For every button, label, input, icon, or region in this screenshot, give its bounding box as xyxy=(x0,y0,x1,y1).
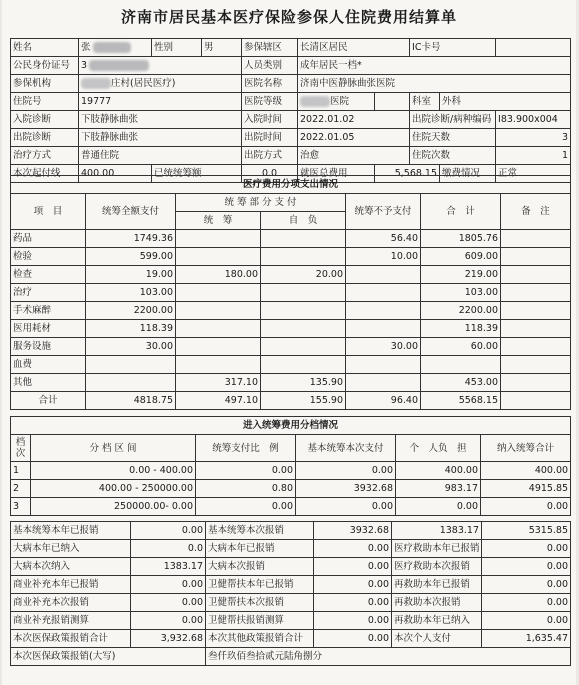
expense-item-name: 检验 xyxy=(11,248,86,266)
expense-full: 2200.00 xyxy=(86,302,176,320)
expense-pool xyxy=(176,356,261,374)
adm-time-value: 2022.01.02 xyxy=(298,111,410,129)
expense-item-name: 治疗 xyxy=(11,284,86,302)
expense-total: 2200.00 xyxy=(421,302,501,320)
pool-ratio: 0.80 xyxy=(196,480,296,498)
pooling-row xyxy=(11,498,571,516)
h-basic: 基本统筹本次支付 xyxy=(296,435,396,462)
expense-self xyxy=(261,248,346,266)
pooling-section-title: 进入统筹费用分档情况 xyxy=(11,417,571,435)
summary-label: 本次医保政策报销合计 xyxy=(11,630,131,648)
outmode-value: 治愈 xyxy=(298,147,410,165)
expense-total: 1805.76 xyxy=(421,230,501,248)
h-nopool: 统筹不予支付 xyxy=(346,194,421,230)
expense-note xyxy=(501,374,571,392)
expense-total: 103.00 xyxy=(421,284,501,302)
level-label: 医院等级 xyxy=(242,93,298,111)
expense-item-name: 血费 xyxy=(11,356,86,374)
summary-label: 基本统筹本年已报销 xyxy=(11,522,131,540)
summary-label: 商业补充本次报销 xyxy=(11,594,131,612)
dis-diag-label: 出院诊断 xyxy=(11,129,79,147)
pooling-table xyxy=(10,416,571,516)
name-label: 姓名 xyxy=(11,39,79,57)
category-label: 人员类别 xyxy=(242,57,298,75)
expense-note xyxy=(501,356,571,374)
expense-pool xyxy=(176,248,261,266)
summary-row xyxy=(11,522,571,540)
summary-label: 卫健帮扶报销测算 xyxy=(206,612,314,630)
expense-item-name: 医用耗材 xyxy=(11,320,86,338)
summary-row xyxy=(11,630,571,648)
summary-table xyxy=(10,521,571,666)
expense-self: 20.00 xyxy=(261,266,346,284)
summary-value: 0.00 xyxy=(314,576,392,594)
adm-time-label: 入院时间 xyxy=(242,111,298,129)
dis-code-value: I83.900x004 xyxy=(496,111,571,129)
org-label: 参保机构 xyxy=(11,75,79,93)
dis-code-label: 出院诊断/病种编码 xyxy=(410,111,496,129)
summary-value: 0.00 xyxy=(131,576,206,594)
summary-value: 0.00 xyxy=(482,612,571,630)
expense-item-name: 检查 xyxy=(11,266,86,284)
expense-nopool xyxy=(346,320,421,338)
district-label: 参保辖区 xyxy=(242,39,298,57)
expense-row xyxy=(11,356,571,374)
h-range: 分 档 区 间 xyxy=(31,435,196,462)
expense-total: 453.00 xyxy=(421,374,501,392)
redaction-blur xyxy=(81,78,111,89)
expense-section-title: 医疗费用分项支出情况 xyxy=(11,176,571,194)
expense-nopool: 10.00 xyxy=(346,248,421,266)
summary-label: 再救助本年已报销 xyxy=(392,576,482,594)
expense-full: 30.00 xyxy=(86,338,176,356)
expense-pool xyxy=(176,284,261,302)
pool-tier: 3 xyxy=(11,498,31,516)
expense-total: 118.39 xyxy=(421,320,501,338)
h-pool: 统 筹 xyxy=(176,212,261,230)
ic-label: IC卡号 xyxy=(410,39,496,57)
summary-row xyxy=(11,576,571,594)
total-value: 5,568.15 xyxy=(375,165,440,183)
pool-enter: 0.00 xyxy=(481,498,571,516)
expense-full: 1749.36 xyxy=(86,230,176,248)
expense-row xyxy=(11,266,571,284)
expense-item-name: 其他 xyxy=(11,374,86,392)
gender-label: 性别 xyxy=(152,39,202,57)
pay-value: 正常 xyxy=(496,165,571,183)
pay-label: 缴费情况 xyxy=(440,165,496,183)
hospital-value: 济南中医静脉曲张医院 xyxy=(298,75,571,93)
expense-pool xyxy=(176,302,261,320)
expense-nopool xyxy=(346,356,421,374)
adm-diag-value: 下肢静脉曲张 xyxy=(79,111,242,129)
org-value: 庄村(居民医疗) xyxy=(79,75,242,93)
admno-label: 住院号 xyxy=(11,93,79,111)
summary-value: 0.00 xyxy=(131,594,206,612)
h-item: 项 目 xyxy=(11,194,86,230)
expense-row xyxy=(11,320,571,338)
expense-item-name: 手术麻醉 xyxy=(11,302,86,320)
pool-ratio: 0.00 xyxy=(196,462,296,480)
summary-row xyxy=(11,594,571,612)
pool-basic: 0.00 xyxy=(296,462,396,480)
adm-diag-label: 入院诊断 xyxy=(11,111,79,129)
expense-note xyxy=(501,302,571,320)
outmode-label: 出院方式 xyxy=(242,147,298,165)
pool-personal: 983.17 xyxy=(396,480,481,498)
days-value: 3 xyxy=(496,129,571,147)
uppercase-label: 本次医保政策报销(大写) xyxy=(11,648,206,666)
summary-label: 大病本年已纳入 xyxy=(11,540,131,558)
expense-pool xyxy=(176,230,261,248)
pool-range: 0.00 - 400.00 xyxy=(31,462,196,480)
expense-row xyxy=(11,284,571,302)
summary-label: 本次个人支付 xyxy=(392,630,482,648)
deduct-label: 本次起付线 xyxy=(11,165,79,183)
dis-time-value: 2022.01.05 xyxy=(298,129,410,147)
expense-self: 155.90 xyxy=(261,392,346,410)
expense-self xyxy=(261,302,346,320)
redaction-blur xyxy=(89,60,149,71)
expense-nopool: 56.40 xyxy=(346,230,421,248)
settlement-sheet xyxy=(2,0,576,685)
h-partial: 统 筹 部 分 支 付 xyxy=(176,194,346,212)
expense-full: 103.00 xyxy=(86,284,176,302)
summary-row xyxy=(11,558,571,576)
expense-full: 599.00 xyxy=(86,248,176,266)
expense-full xyxy=(86,356,176,374)
pool-range: 250000.00- 0.00 xyxy=(31,498,196,516)
expense-table xyxy=(10,175,571,410)
expense-row xyxy=(11,302,571,320)
expense-full: 118.39 xyxy=(86,320,176,338)
expense-pool xyxy=(176,338,261,356)
pooling-row xyxy=(11,462,571,480)
expense-total: 219.00 xyxy=(421,266,501,284)
expense-nopool: 96.40 xyxy=(346,392,421,410)
days-label: 住院天数 xyxy=(410,129,496,147)
summary-label: 基本统筹本次报销 xyxy=(206,522,314,540)
summary-value: 3932.68 xyxy=(314,522,392,540)
expense-total: 5568.15 xyxy=(421,392,501,410)
level-spacer xyxy=(375,93,410,111)
expense-note xyxy=(501,284,571,302)
expense-self xyxy=(261,356,346,374)
expense-self xyxy=(261,284,346,302)
pool-basic: 3932.68 xyxy=(296,480,396,498)
summary-label: 大病本次报销 xyxy=(206,558,314,576)
summary-value: 0.00 xyxy=(482,594,571,612)
summary-label: 本次其他政策报销合计 xyxy=(206,630,314,648)
expense-item-name: 药品 xyxy=(11,230,86,248)
dept-label: 科室 xyxy=(410,93,440,111)
summary-value: 0.00 xyxy=(314,594,392,612)
summary-label: 大病本次纳入 xyxy=(11,558,131,576)
expense-pool: 497.10 xyxy=(176,392,261,410)
dept-value: 外科 xyxy=(440,93,571,111)
expense-row xyxy=(11,230,571,248)
summary-value: 1383.17 xyxy=(131,558,206,576)
redaction-blur xyxy=(300,96,330,107)
expense-row xyxy=(11,374,571,392)
pool-tier: 2 xyxy=(11,480,31,498)
h-self: 自 负 xyxy=(261,212,346,230)
summary-value: 0.0 xyxy=(131,540,206,558)
expense-nopool xyxy=(346,302,421,320)
expense-row xyxy=(11,338,571,356)
category-value: 成年居民一档* xyxy=(298,57,571,75)
summary-label: 医疗救助本次报销 xyxy=(392,558,482,576)
expense-nopool: 30.00 xyxy=(346,338,421,356)
pool-enter: 400.00 xyxy=(481,462,571,480)
pool-basic: 0.00 xyxy=(296,498,396,516)
summary-label: 医疗救助本年已报销 xyxy=(392,540,482,558)
summary-value: 5315.85 xyxy=(482,522,571,540)
expense-total xyxy=(421,356,501,374)
level-value: 医院 xyxy=(298,93,375,111)
pool-personal: 400.00 xyxy=(396,462,481,480)
summary-label: 大病本年已报销 xyxy=(206,540,314,558)
summary-value: 0.00 xyxy=(131,522,206,540)
summary-label: 再救助本次报销 xyxy=(392,594,482,612)
summary-label: 卫健帮扶本次报销 xyxy=(206,594,314,612)
summary-row xyxy=(11,612,571,630)
summary-label: 卫健帮扶本年已报销 xyxy=(206,576,314,594)
pooling-row xyxy=(11,480,571,498)
hospital-label: 医院名称 xyxy=(242,75,298,93)
expense-pool xyxy=(176,320,261,338)
h-note: 备 注 xyxy=(501,194,571,230)
summary-value: 1383.17 xyxy=(392,522,482,540)
expense-row xyxy=(11,392,571,410)
summary-value: 0.00 xyxy=(482,558,571,576)
summary-label: 商业补充报销测算 xyxy=(11,612,131,630)
summary-value: 0.00 xyxy=(314,612,392,630)
pool-enter: 4915.85 xyxy=(481,480,571,498)
expense-total: 609.00 xyxy=(421,248,501,266)
summary-value: 3,932.68 xyxy=(131,630,206,648)
pooled-value: 0.0 xyxy=(242,165,298,183)
expense-full: 19.00 xyxy=(86,266,176,284)
h-ratio: 统筹支付比 例 xyxy=(196,435,296,462)
document-title: 济南市居民基本医疗保险参保人住院费用结算单 xyxy=(120,8,457,26)
uppercase-value: 叁仟玖佰叁拾贰元陆角捌分 xyxy=(206,648,571,666)
expense-self xyxy=(261,230,346,248)
expense-full: 4818.75 xyxy=(86,392,176,410)
redaction-blur xyxy=(93,42,131,53)
deduct-value: 400.00 xyxy=(79,165,152,183)
gender-value: 男 xyxy=(202,39,242,57)
ic-value xyxy=(496,39,571,57)
id-value: 3 xyxy=(79,57,242,75)
expense-nopool xyxy=(346,284,421,302)
summary-value: 0.00 xyxy=(314,630,392,648)
pooled-label: 已统统筹额 xyxy=(152,165,242,183)
expense-note xyxy=(501,248,571,266)
h-personal: 个 人负 担 xyxy=(396,435,481,462)
expense-pool: 317.10 xyxy=(176,374,261,392)
district-value: 长清区居民 xyxy=(298,39,410,57)
summary-value: 0.00 xyxy=(314,558,392,576)
summary-label: 商业补充本年已报销 xyxy=(11,576,131,594)
expense-pool: 180.00 xyxy=(176,266,261,284)
expense-note xyxy=(501,266,571,284)
expense-total: 60.00 xyxy=(421,338,501,356)
summary-value: 0.00 xyxy=(131,612,206,630)
treat-label: 治疗方式 xyxy=(11,147,79,165)
expense-self xyxy=(261,320,346,338)
expense-item-name: 服务设施 xyxy=(11,338,86,356)
id-label: 公民身份证号 xyxy=(11,57,79,75)
expense-full xyxy=(86,374,176,392)
expense-self: 135.90 xyxy=(261,374,346,392)
expense-note xyxy=(501,320,571,338)
pool-tier: 1 xyxy=(11,462,31,480)
summary-value: 0.00 xyxy=(314,540,392,558)
name-value: 张 xyxy=(79,39,152,57)
summary-value: 0.00 xyxy=(482,576,571,594)
expense-row xyxy=(11,248,571,266)
summary-value: 1,635.47 xyxy=(482,630,571,648)
pool-personal: 0.00 xyxy=(396,498,481,516)
h-total: 合 计 xyxy=(421,194,501,230)
times-label: 住院次数 xyxy=(410,147,496,165)
h-full: 统筹全额支付 xyxy=(86,194,176,230)
expense-note xyxy=(501,338,571,356)
expense-nopool xyxy=(346,374,421,392)
total-label: 就医总费用 xyxy=(298,165,375,183)
dis-time-label: 出院时间 xyxy=(242,129,298,147)
expense-item-name: 合计 xyxy=(11,392,86,410)
patient-info-table xyxy=(10,38,571,183)
treat-value: 普通住院 xyxy=(79,147,242,165)
h-tier: 档次 xyxy=(11,435,31,462)
summary-label: 再救助本年已纳入 xyxy=(392,612,482,630)
h-enter: 纳入统筹合计 xyxy=(481,435,571,462)
times-value: 1 xyxy=(496,147,571,165)
pool-range: 400.00 - 250000.00 xyxy=(31,480,196,498)
pool-ratio: 0.00 xyxy=(196,498,296,516)
expense-note xyxy=(501,392,571,410)
summary-value: 0.00 xyxy=(482,540,571,558)
summary-row xyxy=(11,540,571,558)
expense-self xyxy=(261,338,346,356)
dis-diag-value: 下肢静脉曲张 xyxy=(79,129,242,147)
expense-note xyxy=(501,230,571,248)
admno-value: 19777 xyxy=(79,93,242,111)
expense-nopool xyxy=(346,266,421,284)
